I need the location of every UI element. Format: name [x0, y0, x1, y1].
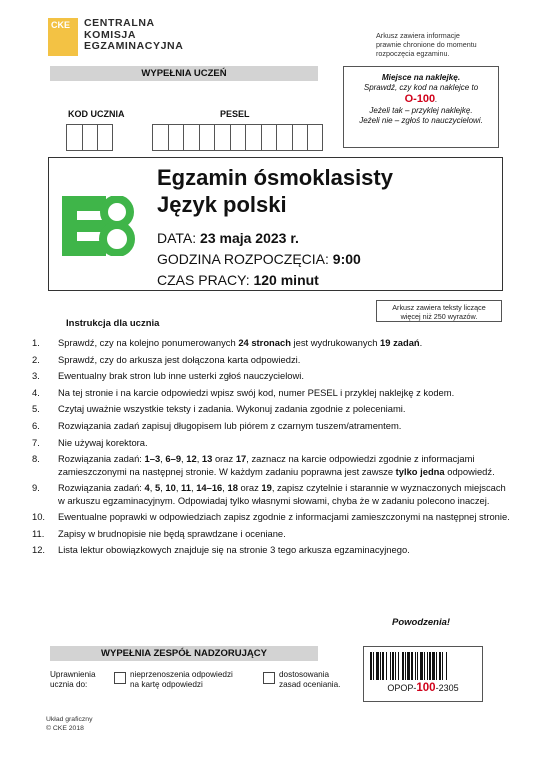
instruction-emphasis: 12 [186, 453, 197, 465]
instruction-item [32, 370, 512, 382]
instruction-emphasis: 24 stronach [238, 337, 291, 348]
instruction-text: Czytaj uważnie wszystkie teksty i zadania. Wykonuj zadania zgodnie z poleceniami. [58, 403, 406, 415]
permissions-label [50, 670, 96, 690]
instruction-text: , [196, 453, 202, 465]
instructions-heading: Instrukcja dla ucznia [66, 318, 160, 329]
e8-logo-icon [62, 196, 142, 256]
barcode-bar [380, 652, 381, 680]
barcode-bar [376, 652, 379, 680]
barcode-bar [373, 652, 374, 680]
barcode-bar [407, 652, 410, 680]
exam-date [157, 230, 299, 246]
instruction-item [32, 337, 512, 349]
barcode-bar [429, 652, 431, 680]
barcode-bar [415, 652, 416, 680]
instruction-emphasis: 13 [201, 453, 213, 465]
legal-info-line: Arkusz zawiera informacje [376, 31, 460, 40]
sticker-no-line: Jeżeli nie – zgłoś to nauczycielowi. [359, 116, 483, 125]
team-section-band: WYPEŁNIA ZESPÓŁ NADZORUJĄCY [50, 646, 318, 661]
exam-date-value: 23 maja 2023 r. [200, 230, 299, 246]
legal-info-line: rozpoczęcia egzaminu. [376, 49, 450, 58]
pesel-field[interactable] [152, 124, 323, 151]
barcode-bar [424, 652, 425, 680]
barcode-bar [446, 652, 447, 680]
kod-ucznia-cell[interactable] [66, 124, 82, 151]
option-line: nieprzenoszenia odpowiedzi [130, 670, 233, 679]
instruction-text: , [160, 453, 166, 465]
instruction-emphasis: 4 [144, 482, 150, 494]
barcode-bar [370, 652, 372, 680]
instruction-number: 11. [32, 527, 45, 539]
instruction-emphasis: 17 [235, 453, 247, 465]
pesel-cell[interactable] [261, 124, 277, 151]
sheet-code-prefix: OPOP- [387, 683, 417, 693]
option-line: dostosowania [279, 670, 330, 679]
pesel-cell[interactable] [183, 124, 199, 151]
barcode-bar [395, 652, 396, 680]
sheet-code-suffix: -2305 [435, 683, 459, 693]
permissions-label-line: Uprawnienia [50, 670, 96, 679]
instruction-number: 4. [32, 386, 40, 398]
instruction-item [32, 544, 512, 556]
no-transfer-option-label [130, 670, 233, 690]
pesel-cell[interactable] [276, 124, 292, 151]
barcode-bar [436, 652, 437, 680]
instruction-item [32, 453, 512, 478]
instruction-number: 7. [32, 436, 40, 448]
instruction-text: , [181, 453, 187, 465]
instruction-text: Rozwiązania zadań zapisuj długopisem lub piórem z czarnym tuszem/atramentem. [58, 419, 402, 431]
barcode-bar [417, 652, 418, 680]
instruction-item [32, 482, 512, 507]
instruction-text: Rozwiązania zadań: [58, 453, 145, 465]
student-section-band: WYPEŁNIA UCZEŃ [50, 66, 318, 81]
instruction-text: Ewentualne poprawki w odpowiedziach zapisz zgodnie z informacjami zamieszczonymi na następnej stronie. [58, 511, 510, 523]
barcode-bar [405, 652, 406, 680]
sheet-code [364, 682, 482, 694]
instruction-emphasis: 6–9 [165, 453, 182, 465]
permissions-label-line: ucznia do: [50, 680, 88, 689]
logo-line: CENTRALNA [84, 17, 155, 29]
barcode-bar [411, 652, 413, 680]
instruction-text: oraz [237, 482, 262, 494]
barcode-bar [382, 652, 384, 680]
exam-duration [157, 272, 319, 288]
instruction-emphasis: tylko jedna [395, 465, 445, 477]
instruction-item [32, 387, 512, 399]
barcode-icon [370, 652, 476, 680]
pesel-cell[interactable] [199, 124, 215, 151]
instruction-emphasis: 11 [181, 482, 191, 494]
exam-title: Egzamin ósmoklasisty [157, 165, 393, 190]
barcode-bar [392, 652, 394, 680]
instruction-text: Rozwiązania zadań: [58, 482, 145, 494]
long-texts-note-line: Arkusz zawiera teksty liczące [392, 303, 486, 312]
pesel-cell[interactable] [307, 124, 323, 151]
instruction-number: 10. [32, 511, 46, 523]
barcode-bar [439, 652, 441, 680]
instruction-text: jest wydrukowanych [290, 337, 381, 348]
instruction-text: , [175, 482, 182, 494]
instruction-text: , zaznacz na karcie odpowiedzi zgodnie z informacjami zamieszczonymi na następnej stronie. W każdym zadaniu poprawna jest zawsze [58, 453, 475, 477]
instruction-text: Ewentualny brak stron lub inne usterki zgłoś nauczycielowi. [58, 370, 304, 382]
good-luck-text: Powodzenia! [392, 617, 451, 628]
logo-mark-text: CKE [51, 20, 71, 30]
legal-info-line: prawnie chronione do momentu [376, 40, 477, 49]
instruction-text: , zapisz czytelnie i starannie w wyznaczonych miejscach w arkuszu egzaminacyjnym. Odpowiadaj tylko własnymi słowami, chyba że w zadaniu polecono inaczej. [58, 482, 506, 506]
instruction-text: Lista lektur obowiązkowych znajduje się na stronie 3 tego arkusza egzaminacyjnego. [58, 544, 410, 556]
instruction-item [32, 420, 512, 432]
sticker-placeholder[interactable] [343, 66, 499, 148]
exam-start-value: 9:00 [332, 251, 361, 267]
barcode-bar [398, 652, 399, 680]
pesel-cell[interactable] [214, 124, 230, 151]
option-line: zasad oceniania. [279, 680, 341, 689]
instruction-emphasis: 10 [165, 482, 176, 494]
adjusted-grading-option-label [279, 670, 340, 690]
adjusted-grading-checkbox[interactable] [263, 672, 275, 684]
legal-info [376, 31, 526, 58]
instruction-text: Zapisy w brudnopisie nie będą sprawdzane i oceniane. [58, 527, 286, 539]
instruction-text: Na tej stronie i na karcie odpowiedzi wpisz swój kod, numer PESEL i przyklej naklejkę z kodem. [58, 386, 455, 398]
instruction-text: oraz [212, 453, 236, 465]
instructions-list [32, 337, 512, 561]
instruction-text: Sprawdź, czy do arkusza jest dołączona karta odpowiedzi. [58, 353, 301, 365]
long-texts-note [376, 300, 502, 322]
sheet-code-number: 100 [416, 682, 436, 694]
instruction-number: 5. [32, 403, 40, 415]
instruction-text: Nie używaj korektora. [58, 436, 148, 448]
kod-ucznia-cell[interactable] [97, 124, 113, 151]
instruction-number: 6. [32, 419, 40, 431]
instruction-text: , [149, 482, 155, 494]
barcode-bar [442, 652, 443, 680]
instruction-text: Sprawdź, czy na kolejno ponumerowanych [58, 337, 239, 348]
pesel-label: PESEL [220, 109, 250, 119]
pesel-cell[interactable] [292, 124, 308, 151]
instruction-text: , [160, 482, 166, 494]
instruction-item [32, 403, 512, 415]
kod-ucznia-field[interactable] [66, 124, 113, 151]
instruction-text: . [419, 337, 423, 348]
instruction-number: 3. [32, 370, 40, 382]
sticker-check-line: Sprawdź, czy kod na naklejce to [363, 83, 479, 92]
sticker-code-suffix: . [435, 95, 438, 104]
kod-ucznia-cell[interactable] [82, 124, 98, 151]
instruction-emphasis: 5 [154, 482, 161, 494]
exam-duration-label: CZAS PRACY: [157, 272, 250, 288]
exam-subject: Język polski [157, 192, 287, 217]
instruction-text: , [222, 482, 228, 494]
cke-logo-mark [48, 18, 78, 56]
kod-ucznia-label: KOD UCZNIA [68, 109, 125, 119]
instruction-number: 12. [32, 544, 46, 556]
cke-logo-text [84, 18, 183, 53]
sticker-code: O-100 [404, 93, 436, 105]
barcode-bar [386, 652, 387, 680]
exam-start-label: GODZINA ROZPOCZĘCIA: [157, 251, 329, 267]
exam-date-label: DATA: [157, 230, 197, 246]
instruction-emphasis: 18 [227, 482, 238, 494]
pesel-cell[interactable] [168, 124, 184, 151]
logo-line: KOMISJA [84, 28, 137, 41]
barcode-bar [432, 652, 435, 680]
pesel-cell[interactable] [245, 124, 261, 151]
instruction-emphasis: 14–16 [196, 482, 223, 494]
instruction-item [32, 354, 512, 366]
footer-line: © CKE 2018 [46, 724, 84, 732]
instruction-item [32, 437, 512, 449]
pesel-cell[interactable] [152, 124, 168, 151]
instruction-number: 8. [32, 453, 40, 465]
instruction-text: , [190, 482, 197, 494]
instruction-emphasis: 19 [261, 482, 272, 494]
logo-line: EGZAMINACYJNA [84, 40, 184, 52]
instruction-number: 2. [32, 353, 40, 365]
option-line: na kartę odpowiedzi [130, 680, 203, 689]
sticker-yes-line: Jeżeli tak – przyklej naklejkę. [369, 106, 473, 115]
instruction-item [32, 511, 512, 523]
barcode-bar [420, 652, 423, 680]
instruction-emphasis: 19 zadań [380, 337, 420, 348]
instruction-emphasis: 1–3 [144, 453, 161, 465]
instruction-item [32, 528, 512, 540]
barcode-bar [427, 652, 428, 680]
exam-duration-value: 120 minut [253, 272, 319, 288]
exam-start-time [157, 251, 361, 267]
long-texts-note-line: więcej niż 250 wyrazów. [400, 312, 478, 321]
barcode-bar [390, 652, 391, 680]
sticker-title: Miejsce na naklejkę. [381, 73, 461, 82]
instruction-number: 9. [32, 482, 40, 494]
no-transfer-checkbox[interactable] [114, 672, 126, 684]
footer-credit [46, 716, 92, 733]
footer-line: Układ graficzny [46, 716, 93, 723]
pesel-cell[interactable] [230, 124, 246, 151]
barcode-bar [402, 652, 404, 680]
instruction-text: odpowiedź. [444, 465, 495, 477]
instruction-number: 1. [32, 337, 40, 348]
